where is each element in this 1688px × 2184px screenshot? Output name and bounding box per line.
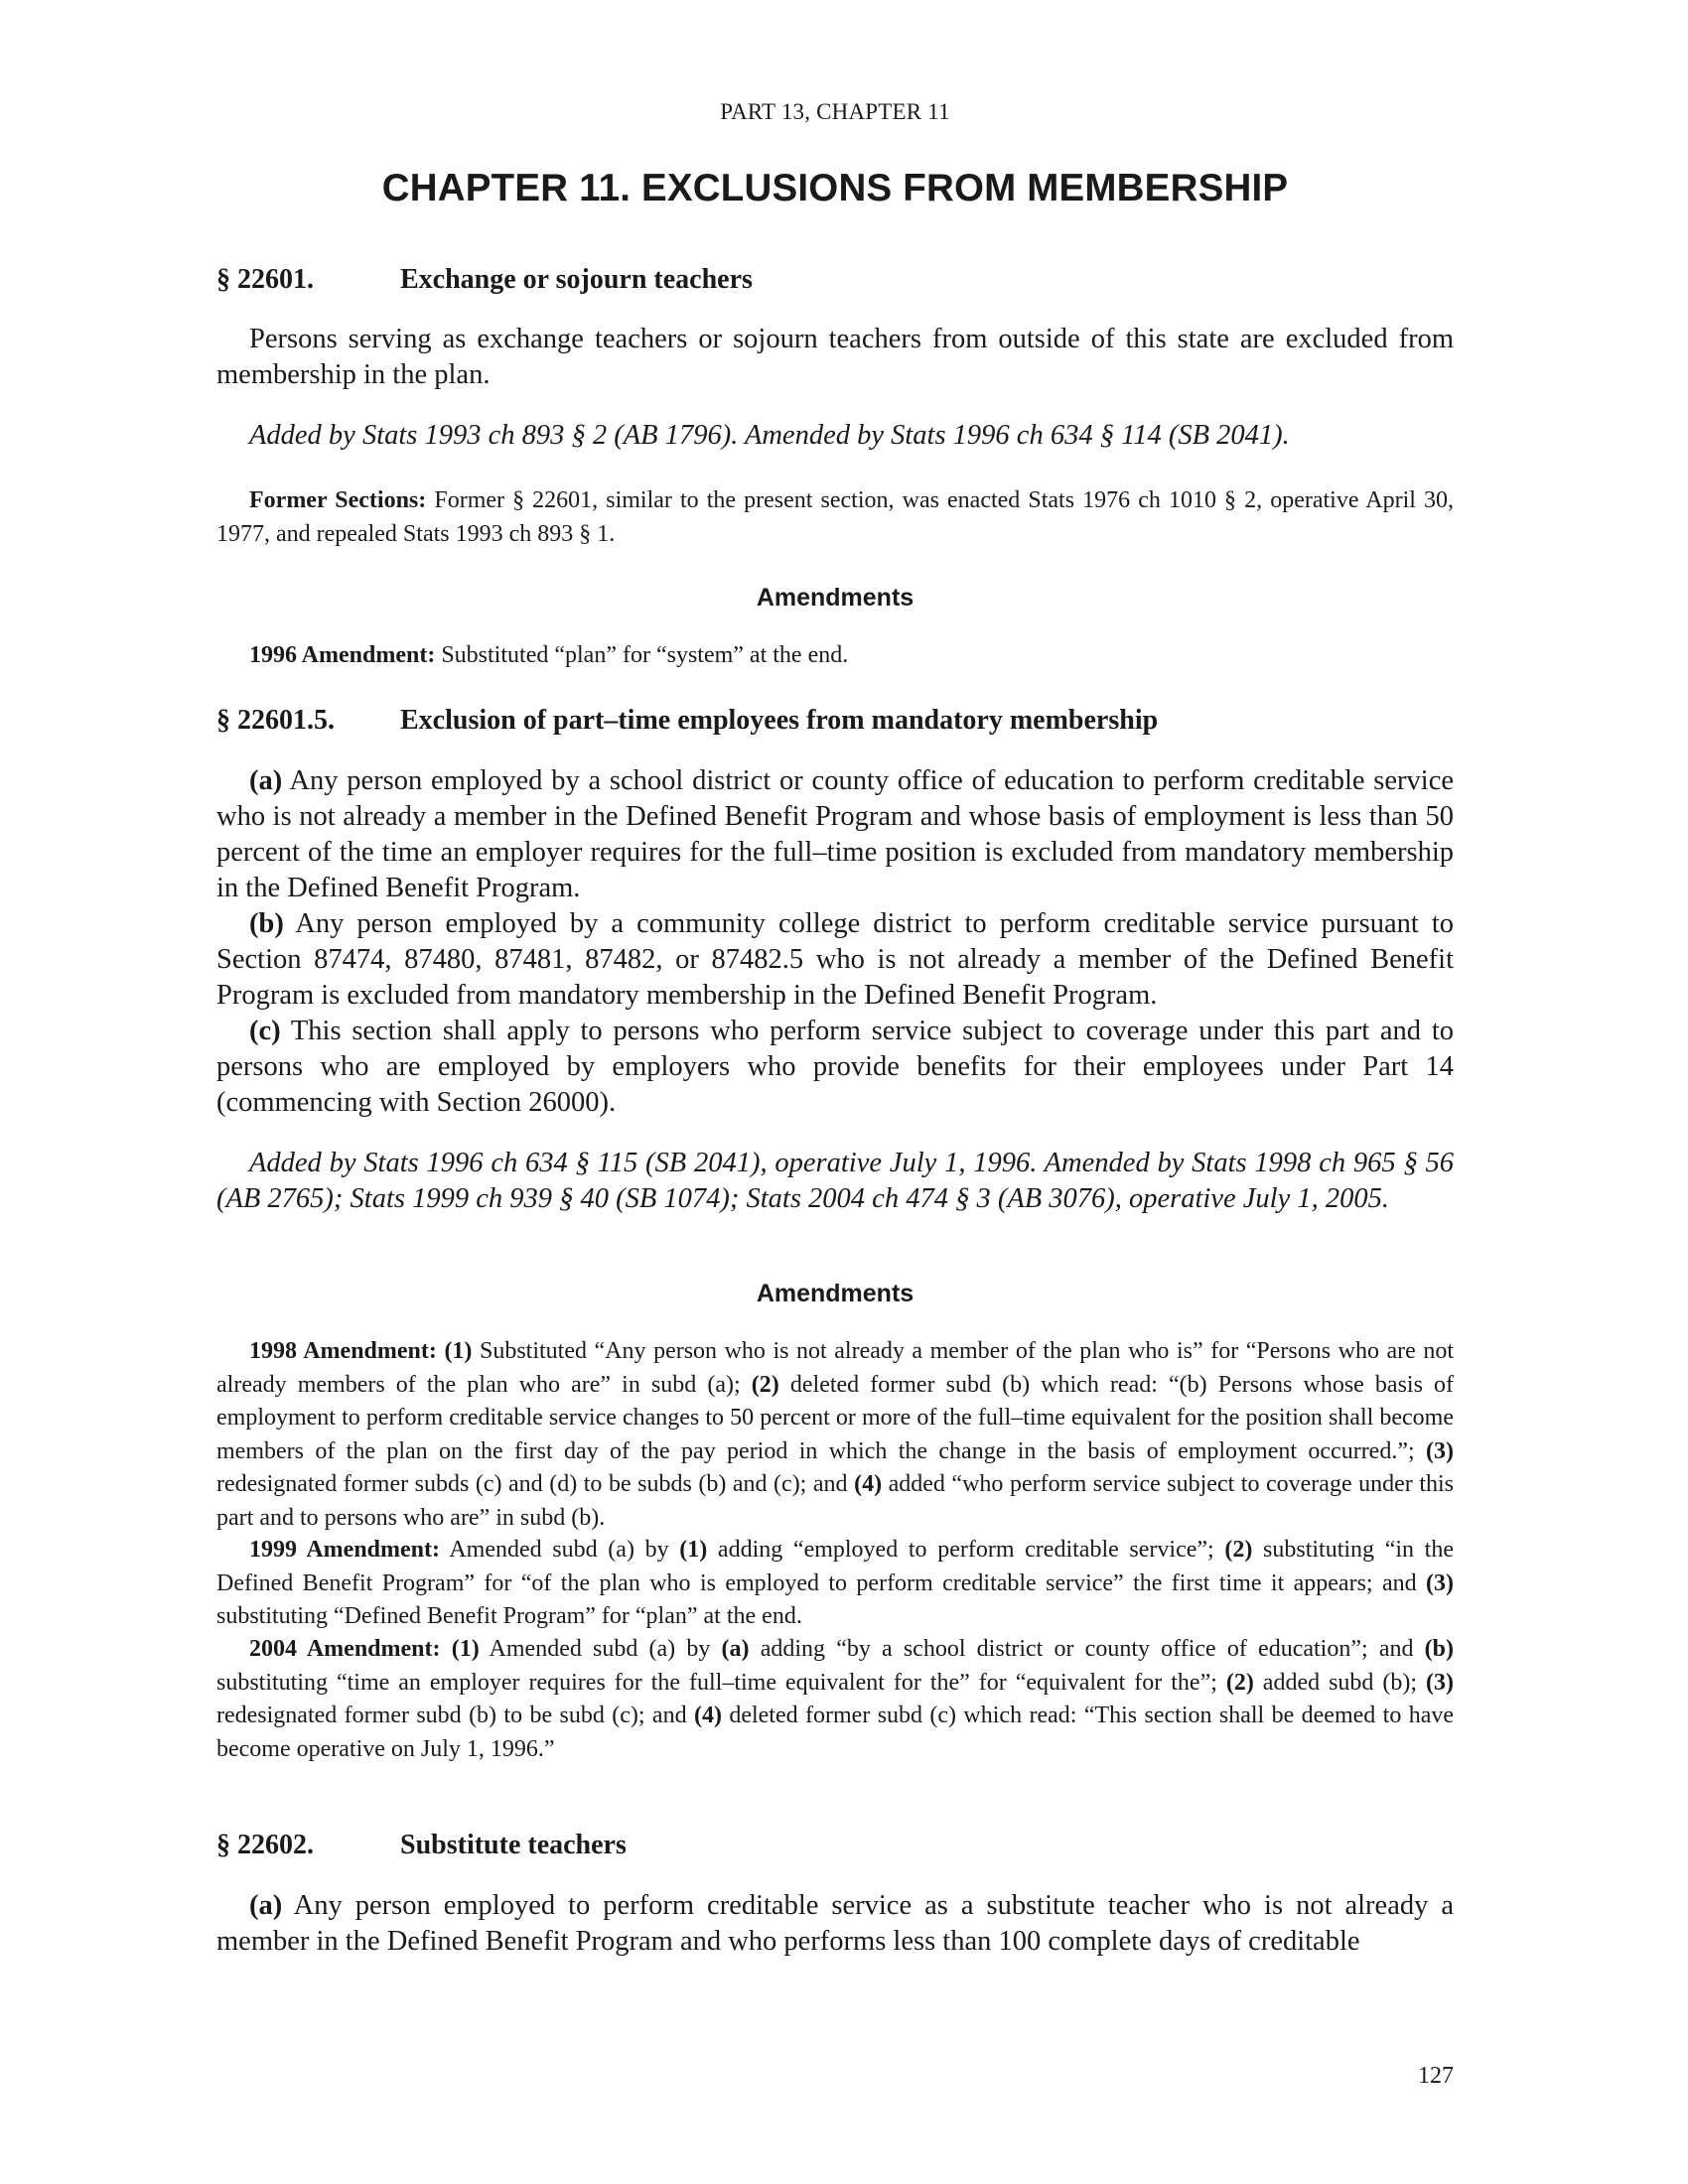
- running-head: PART 13, CHAPTER 11: [720, 99, 950, 124]
- section-22601-text: Persons serving as exchange teachers or sojourn teachers from outside of this state are excluded from membership in the plan.: [216, 324, 1454, 390]
- subdivision-b: (b) Any person employed by a community college district to perform creditable service pursuant to Section 87474, 87480, 87481, 87482, or 87482.5 who is not already a member of the Defined Benefit Program is excluded from mandatory membership in the Defined Benefit Program.: [216, 908, 1454, 1011]
- section-22601-history: Added by Stats 1993 ch 893 § 2 (AB 1796). Amended by Stats 1996 ch 634 § 114 (SB 2041).: [249, 420, 1290, 451]
- section-title: Substitute teachers: [400, 1830, 627, 1860]
- former-sections-note: Former Sections: Former § 22601, similar to the present section, was enacted Stats 1976 ch 1010 § 2, operative April 30, 1977, and repealed Stats 1993 ch 893 § 1.: [216, 487, 1455, 547]
- amendment-1996: 1996 Amendment: Substituted “plan” for “system” at the end.: [249, 642, 849, 668]
- amendment-1999: 1999 Amendment: Amended subd (a) by (1) adding “employed to perform creditable service”; (2) substituting “in the Defined Benefit Program” for “of the plan who is employed to perform creditable service” the first time it appears; and (3) substituting “Defined Benefit Program” for “plan” at the end.: [216, 1537, 1455, 1629]
- page-number: 127: [1418, 2063, 1454, 2089]
- section-22602-heading: [216, 1830, 627, 1861]
- subdivision-c: (c) This section shall apply to persons who perform service subject to coverage under this part and to persons who are employed by employers who provide benefits for their employees under Part 14 (commencing with Section 26000).: [216, 1016, 1454, 1118]
- chapter-title: CHAPTER 11. EXCLUSIONS FROM MEMBERSHIP: [381, 167, 1289, 209]
- section-number: § 22601.5.: [216, 705, 335, 736]
- section-title: Exchange or sojourn teachers: [400, 264, 753, 295]
- section-22601-heading: [216, 264, 753, 296]
- section-22601-5-history: Added by Stats 1996 ch 634 § 115 (SB 2041), operative July 1, 1996. Amended by Stats 1998 ch 965 § 56 (AB 2765); Stats 1999 ch 939 § 40 (SB 1074); Stats 2004 ch 474 § 3 (AB 3076), operative July 1, 2005.: [216, 1148, 1454, 1214]
- amendment-2004: 2004 Amendment: (1) Amended subd (a) by (a) adding “by a school district or county office of education”; and (b) substituting “time an employer requires for the full–time equivalent for the” for “equivalent for the”; (2) added subd (b); (3) redesignated former subd (b) to be subd (c); and (4) deleted former subd (c) which read: “This section shall be deemed to have become operative on July 1, 1996.”: [216, 1636, 1455, 1762]
- section-number: § 22601.: [216, 264, 314, 295]
- section-22601-5-heading: [216, 705, 1158, 737]
- section-title: Exclusion of part–time employees from mandatory membership: [400, 705, 1159, 736]
- subdivision-a: (a) Any person employed by a school district or county office of education to perform creditable service who is not already a member in the Defined Benefit Program and whose basis of employment is less than 50 percent of the time an employer requires for the full–time position is excluded from mandatory membership in the Defined Benefit Program.: [216, 765, 1454, 903]
- section-number: § 22602.: [216, 1830, 314, 1860]
- amendment-1998: 1998 Amendment: (1) Substituted “Any person who is not already a member of the plan who is” for “Persons who are not already members of the plan who are” in subd (a); (2) deleted former subd (b) which read: “(b) Persons whose basis of employment to perform creditable service changes to 50 percent or more of the full–time equivalent for the position shall become members of the plan on the first day of the pay period in which the change in the basis of employment occurred.”; (3) redesignated former subds (c) and (d) to be subds (b) and (c); and (4) added “who perform service subject to coverage under this part and to persons who are” in subd (b).: [216, 1338, 1455, 1531]
- amendments-heading: Amendments: [756, 584, 914, 612]
- former-sections-label: Former Sections:: [249, 487, 427, 513]
- amendments-heading: Amendments: [756, 1280, 914, 1307]
- section-22602-subdivision-a: (a) Any person employed to perform creditable service as a substitute teacher who is not already a member in the Defined Benefit Program and who performs less than 100 complete days of creditable: [216, 1890, 1454, 1957]
